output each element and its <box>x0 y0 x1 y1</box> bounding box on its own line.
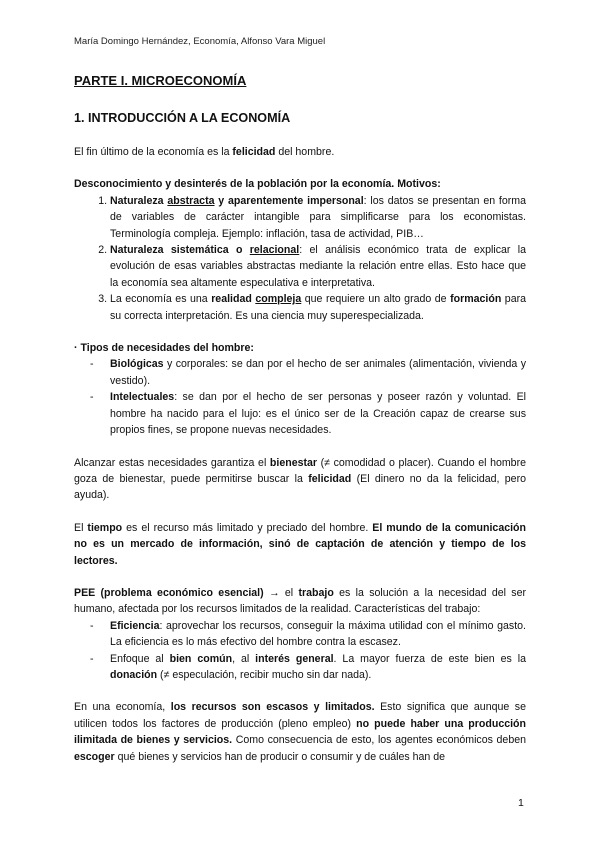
welfare-paragraph: Alcanzar estas necesidades garantiza el bienestar (≠ comodidad o placer). Cuando el hombre goza de bienestar, puede permitirse buscar la felicidad (El dinero no da la felicidad, pero ayuda). <box>74 456 526 502</box>
pee-paragraph: PEE (problema económico esencial) → el trabajo es la solución a la necesidad del ser humano, afectada por los recursos limitados de la realidad. Características del trabajo: <box>74 586 527 616</box>
needs-heading: · Tipos de necesidades del hombre: <box>74 342 254 355</box>
chapter-title: 1. INTRODUCCIÓN A LA ECONOMÍA <box>74 111 291 125</box>
page-number: 1 <box>518 797 524 809</box>
needs-list <box>74 356 526 438</box>
work-characteristics-list <box>74 618 526 684</box>
motives-list <box>74 193 526 324</box>
list-item: 2. Naturaleza sistemática o relacional: el análisis económico trata de explicar la evolución de esas variables abstractas mediante la relación entre ellas. Esto hace que la economía sea altamente especulativa e interpretativa. <box>110 242 526 291</box>
time-paragraph: El tiempo es el recurso más limitado y preciado del hombre. El mundo de la comunicación no es un mercado de información, sinó de captación de atención y tiempo de los lectores. <box>74 521 526 567</box>
page-header: María Domingo Hernández, Economía, Alfonso Vara Miguel <box>74 36 326 47</box>
list-item: - Eficiencia: aprovechar los recursos, conseguir la máxima utilidad con el mínimo gasto. La eficiencia es lo más efectivo del hombre contra la escasez. <box>110 618 526 651</box>
intro-paragraph: El fin último de la economía es la felicidad del hombre. <box>74 146 335 158</box>
scarcity-paragraph: En una economía, los recursos son escasos y limitados. Esto significa que aunque se utilicen todos los factores de producción (pleno empleo) no puede haber una producción ilimitada de bienes y servicios. Como consecuencia de esto, los agentes económicos deben escoger qué bienes y servicios han de producir o consumir y de cuáles han de <box>74 701 526 763</box>
motives-heading: Desconocimiento y desinterés de la población por la economía. Motivos: <box>74 178 441 191</box>
document-body <box>74 72 526 765</box>
list-item: - Biológicas y corporales: se dan por el hecho de ser animales (alimentación, vivienda y vestido). <box>110 356 526 389</box>
list-item: - Intelectuales: se dan por el hecho de ser personas y poseer razón y voluntad. El hombre ha nacido para el lujo: es el único ser de la Creación capaz de crearse sus propios fines, se propone nuevas necesidades. <box>110 389 526 438</box>
list-item: - Enfoque al bien común, al interés general. La mayor fuerza de este bien es la donación (≠ especulación, recibir mucho sin dar nada). <box>110 651 526 684</box>
part-title: PARTE I. MICROECONOMÍA <box>74 73 247 88</box>
list-item: 1. Naturaleza abstracta y aparentemente impersonal: los datos se presentan en forma de variables de carácter intangible para simplificarse para los economistas. Terminología compleja. Ejemplo: inflación, tasa de actividad, PIB… <box>110 193 526 242</box>
list-item: 3. La economía es una realidad compleja que requiere un alto grado de formación para su correcta interpretación. Es una ciencia muy superespecializada. <box>110 291 526 324</box>
